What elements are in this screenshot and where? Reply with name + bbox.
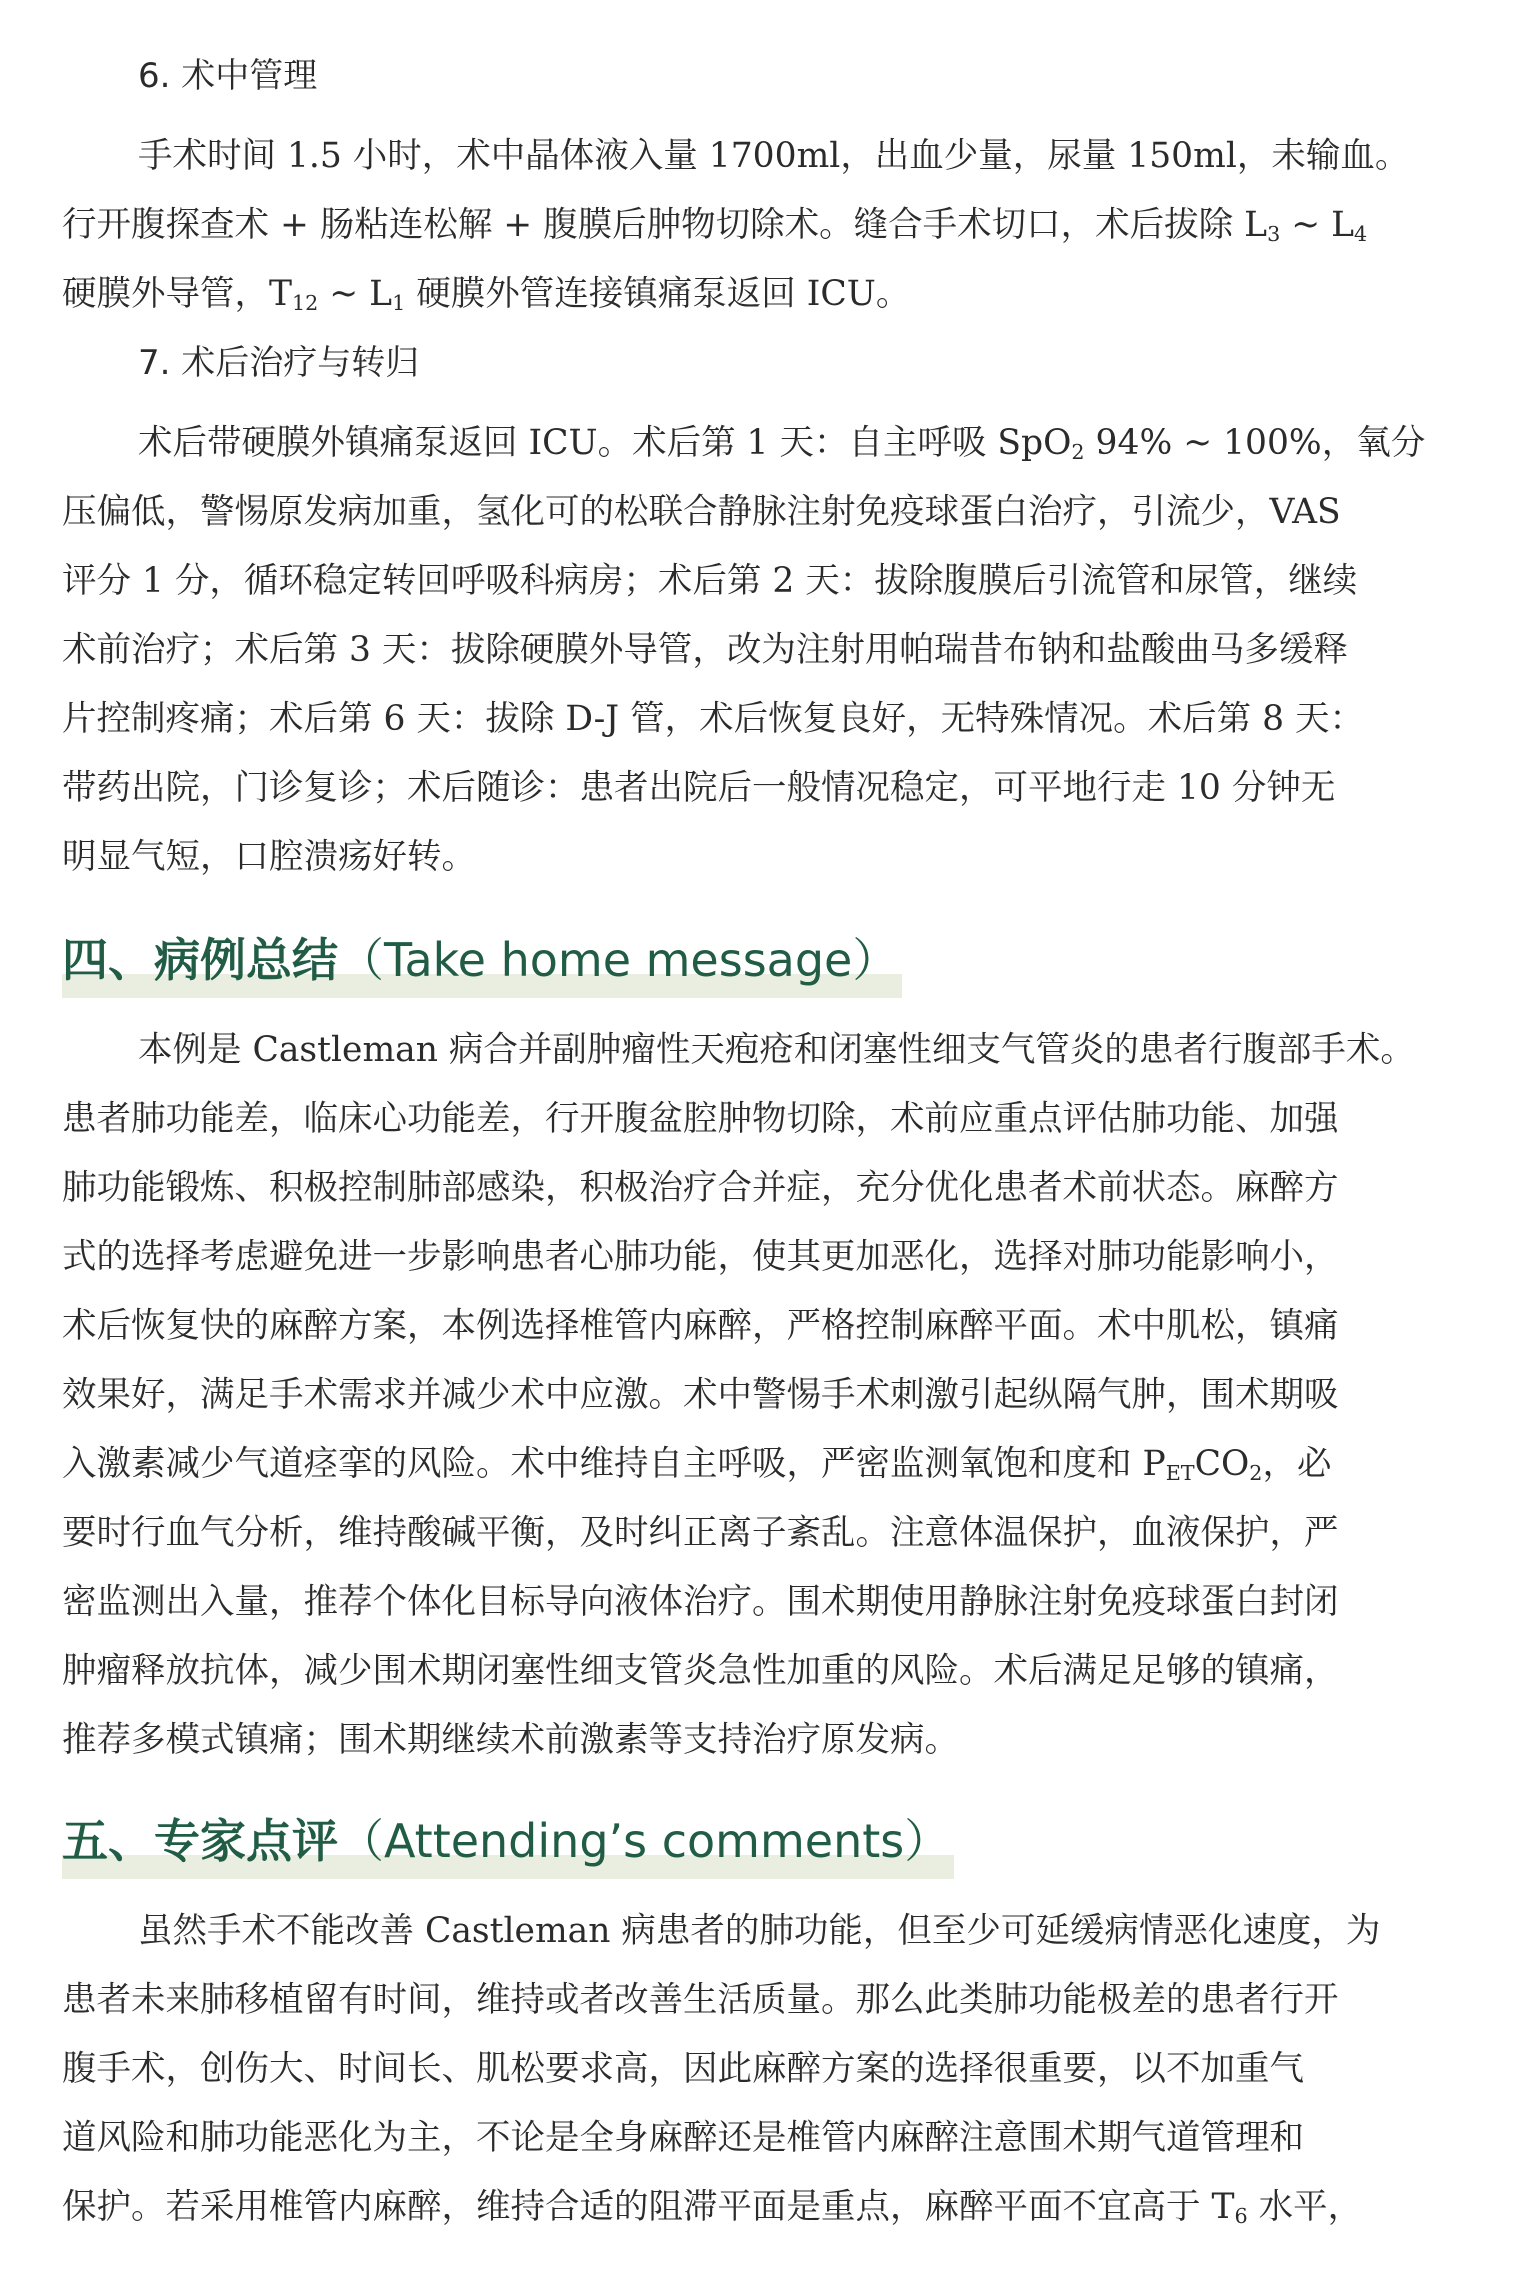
section-heading-4-wrap xyxy=(62,928,1472,992)
text-line: 术后带硬膜外镇痛泵返回 ICU。术后第 1 天：自主呼吸 SpO$_2$ 94% ~ 100%，氧分 xyxy=(138,423,1426,465)
text-line: 腹手术，创伤大、时间长、肌松要求高，因此麻醉方案的选择很重要，以不加重气 xyxy=(62,2049,1304,2089)
text-line: 保护。若采用椎管内麻醉，维持合适的阻滞平面是重点，麻醉平面不宜高于 $T_6$ 水平， xyxy=(62,2187,1363,2229)
text-line: 效果好，满足手术需求并减少术中应激。术中警惕手术刺激引起纵隔气肿，围术期吸 xyxy=(62,1375,1339,1415)
document-page xyxy=(62,52,1472,2242)
text-line: 道风险和肺功能恶化为主，不论是全身麻醉还是椎管内麻醉注意围术期气道管理和 xyxy=(62,2118,1304,2158)
text-line: 密监测出入量，推荐个体化目标导向液体治疗。围术期使用静脉注射免疫球蛋白封闭 xyxy=(62,1582,1339,1622)
text-line: 评分 1 分，循环稳定转回呼吸科病房；术后第 2 天：拔除腹膜后引流管和尿管，继续 xyxy=(62,561,1358,601)
text-line: 肿瘤释放抗体，减少围术期闭塞性细支管炎急性加重的风险。术后满足足够的镇痛， xyxy=(62,1651,1339,1691)
paragraph-section4 xyxy=(62,1016,1472,1775)
section-heading-5: 五、专家点评（Attending’s comments） xyxy=(62,1809,954,1873)
text-line: 入激素减少气道痉挛的风险。术中维持自主呼吸，严密监测氧饱和度和 $P_{ET}CO_2$，必 xyxy=(62,1444,1332,1486)
text-line: 推荐多模式镇痛；围术期继续术前激素等支持治疗原发病。 xyxy=(62,1720,959,1760)
paragraph-s6 xyxy=(62,122,1472,329)
text-line: 要时行血气分析，维持酸碱平衡，及时纠正离子紊乱。注意体温保护，血液保护，严 xyxy=(62,1513,1339,1553)
text-line: 患者肺功能差，临床心功能差，行开腹盆腔肿物切除，术前应重点评估肺功能、加强 xyxy=(62,1099,1339,1139)
text-line: 肺功能锻炼、积极控制肺部感染，积极治疗合并症，充分优化患者术前状态。麻醉方 xyxy=(62,1168,1339,1208)
subsection-title-7: 7. 术后治疗与转归 xyxy=(138,343,420,383)
text-line: 硬膜外导管，$T_{12}$ ~ $L_1$ 硬膜外管连接镇痛泵返回 ICU。 xyxy=(62,274,911,316)
text-line: 带药出院，门诊复诊；术后随诊：患者出院后一般情况稳定，可平地行走 10 分钟无 xyxy=(62,768,1336,808)
text-line: 患者未来肺移植留有时间，维持或者改善生活质量。那么此类肺功能极差的患者行开 xyxy=(62,1980,1339,2020)
paragraph-s7 xyxy=(62,409,1472,892)
text-line: 行开腹探查术 + 肠粘连松解 + 腹膜后肿物切除术。缝合手术切口，术后拔除 $L_3$ ~ $L_4$ xyxy=(62,205,1368,247)
text-line: 明显气短，口腔溃疡好转。 xyxy=(62,837,476,877)
text-line: 术前治疗；术后第 3 天：拔除硬膜外导管，改为注射用帕瑞昔布钠和盐酸曲马多缓释 xyxy=(62,630,1348,670)
paragraph-section5 xyxy=(62,1897,1472,2242)
text-line: 片控制疼痛；术后第 6 天：拔除 D-J 管，术后恢复良好，无特殊情况。术后第 8 天： xyxy=(62,699,1364,739)
text-line: 式的选择考虑避免进一步影响患者心肺功能，使其更加恶化，选择对肺功能影响小， xyxy=(62,1237,1339,1277)
section-heading-5-wrap xyxy=(62,1809,1472,1873)
subsection-title-6: 6. 术中管理 xyxy=(138,56,318,96)
text-line: 虽然手术不能改善 Castleman 病患者的肺功能，但至少可延缓病情恶化速度，为 xyxy=(138,1911,1381,1951)
text-line: 本例是 Castleman 病合并副肿瘤性天疱疮和闭塞性细支气管炎的患者行腹部手术。 xyxy=(138,1030,1415,1070)
section-heading-4: 四、病例总结（Take home message） xyxy=(62,928,902,992)
text-line: 术后恢复快的麻醉方案，本例选择椎管内麻醉，严格控制麻醉平面。术中肌松，镇痛 xyxy=(62,1306,1339,1346)
text-line: 压偏低，警惕原发病加重，氢化可的松联合静脉注射免疫球蛋白治疗，引流少，VAS xyxy=(62,492,1341,532)
text-line: 手术时间 1.5 小时，术中晶体液入量 1700ml，出血少量，尿量 150ml，未输血。 xyxy=(138,136,1410,176)
